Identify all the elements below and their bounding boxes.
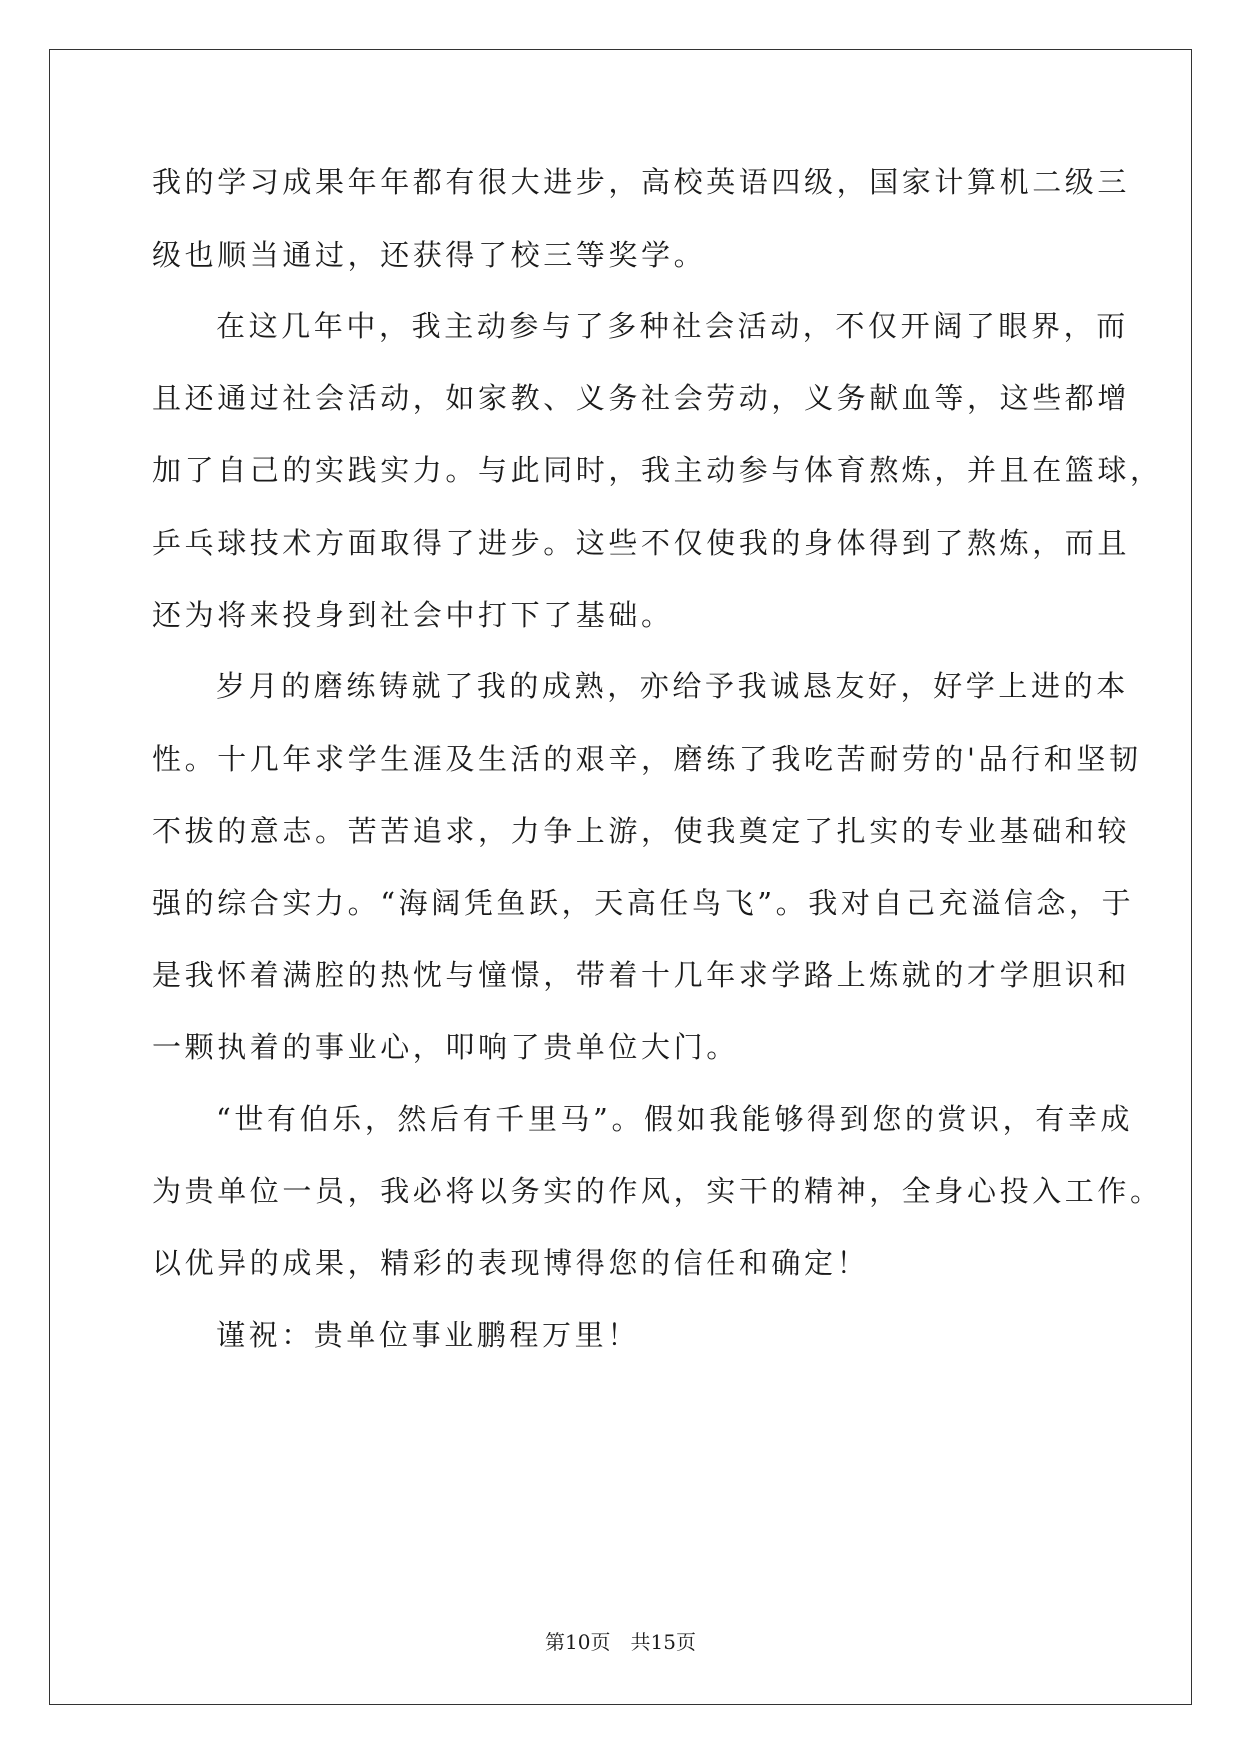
text-line: 我的学习成果年年都有很大进步，高校英语四级，国家计算机二级三 bbox=[152, 165, 1131, 199]
text-line: 且还通过社会活动，如家教、义务社会劳动，义务献血等，这些都增 bbox=[152, 381, 1131, 415]
text-line: 性。十几年求学生涯及生活的艰辛，磨练了我吃苦耐劳的'品行和坚韧 bbox=[152, 742, 1142, 776]
paragraph-start-line: 在这几年中，我主动参与了多种社会活动，不仅开阔了眼界，而 bbox=[216, 309, 1129, 343]
text-line: 还为将来投身到社会中打下了基础。 bbox=[152, 598, 674, 632]
closing-line: 谨祝：贵单位事业鹏程万里！ bbox=[216, 1318, 640, 1352]
text-line: 乒乓球技术方面取得了进步。这些不仅使我的身体得到了熬炼，而且 bbox=[152, 526, 1131, 560]
text-line: 不拔的意志。苦苦追求，力争上游，使我奠定了扎实的专业基础和较 bbox=[152, 814, 1131, 848]
text-line: 加了自己的实践实力。与此同时，我主动参与体育熬炼，并且在篮球， bbox=[152, 453, 1163, 487]
text-line: 强的综合实力。“海阔凭鱼跃，天高任鸟飞”。我对自己充溢信念，于 bbox=[152, 886, 1135, 920]
page-number: 第10页 共15页 bbox=[545, 1630, 696, 1654]
text-line: 以优异的成果，精彩的表现博得您的信任和确定！ bbox=[152, 1246, 870, 1280]
paragraph-start-line: 岁月的磨练铸就了我的成熟，亦给予我诚恳友好，好学上进的本 bbox=[216, 669, 1129, 703]
page-footer bbox=[0, 1626, 1241, 1655]
text-line: 一颗执着的事业心，叩响了贵单位大门。 bbox=[152, 1030, 739, 1064]
page-border bbox=[49, 49, 1192, 1705]
text-line: 是我怀着满腔的热忱与憧憬，带着十几年求学路上炼就的才学胆识和 bbox=[152, 958, 1131, 992]
text-line: 级也顺当通过，还获得了校三等奖学。 bbox=[152, 238, 707, 272]
text-line: 为贵单位一员，我必将以务实的作风，实干的精神，全身心投入工作。 bbox=[152, 1174, 1163, 1208]
paragraph-start-line: “世有伯乐，然后有千里马”。假如我能够得到您的赏识，有幸成 bbox=[216, 1102, 1134, 1136]
